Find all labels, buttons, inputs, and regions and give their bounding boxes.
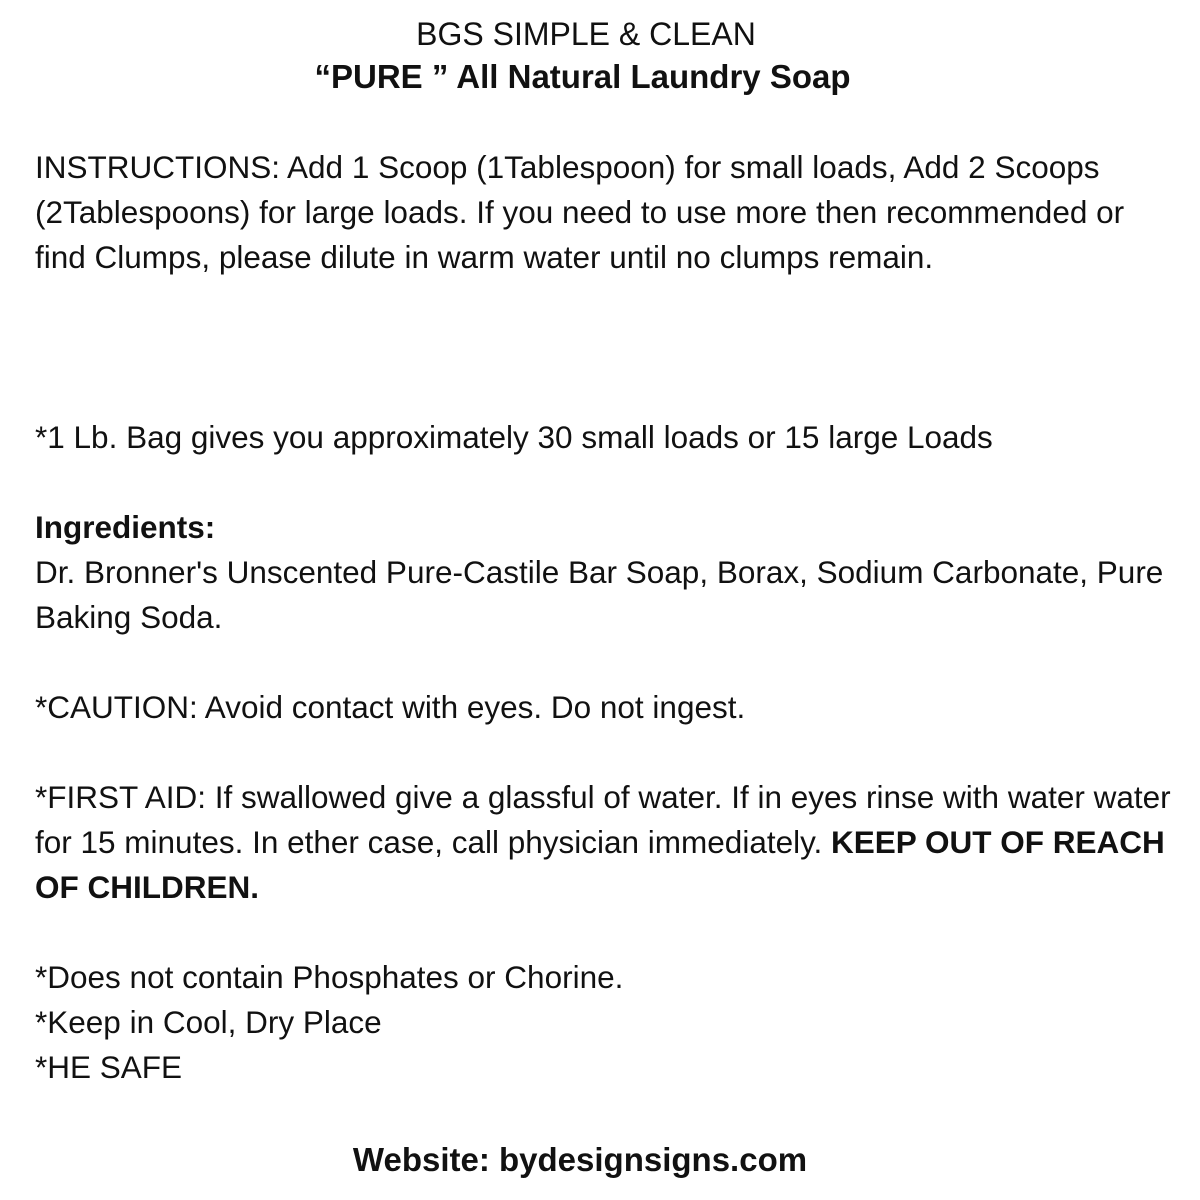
note-phosphates: *Does not contain Phosphates or Chorine. bbox=[35, 959, 624, 995]
bag-yield-note: *1 Lb. Bag gives you approximately 30 small loads or 15 large Loads bbox=[35, 419, 993, 455]
ingredients-text: Dr. Bronner's Unscented Pure-Castile Bar Soap, Borax, Sodium Carbonate, Pure Baking Soda. bbox=[35, 554, 1164, 635]
website-link[interactable]: Website: bydesignsigns.com bbox=[352, 1141, 808, 1178]
caution-text: *CAUTION: Avoid contact with eyes. Do not ingest. bbox=[35, 689, 746, 725]
ingredients-heading: Ingredients: bbox=[35, 509, 216, 545]
instructions-text: INSTRUCTIONS: Add 1 Scoop (1Tablespoon) for small loads, Add 2 Scoops (2Tablespoons) for large loads. If you need to use more then recommended or find Clumps, please dilute in warm water until no clumps remain. bbox=[35, 149, 1125, 275]
brand-name: BGS SIMPLE & CLEAN bbox=[416, 16, 756, 52]
first-aid-text: *FIRST AID: If swallowed give a glassful of water. If in eyes rinse with water water for 15 minutes. In ether case, call physician immediately. bbox=[35, 779, 1171, 860]
note-he-safe: *HE SAFE bbox=[35, 1049, 183, 1085]
note-storage: *Keep in Cool, Dry Place bbox=[35, 1004, 382, 1040]
child-warning: KEEP OUT OF REACH OF CHILDREN. bbox=[35, 824, 1165, 905]
product-title: “PURE ” All Natural Laundry Soap bbox=[314, 58, 851, 95]
notes-list bbox=[35, 955, 1175, 1090]
first-aid-block bbox=[35, 775, 1175, 910]
